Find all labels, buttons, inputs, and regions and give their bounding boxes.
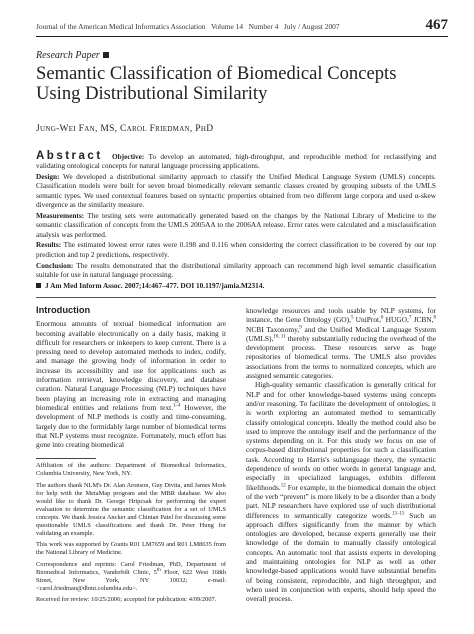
footnote-divider [36, 458, 96, 459]
square-bullet-icon [103, 52, 109, 58]
measurements-text: The testing sets were automatically generated based on the changes by the National Library of Medicine to the semantic classification of concepts from the UMLS 2005AA to the 2006AA release. Error rates were calculated and a misclassification analysis was performed. [36, 210, 436, 239]
abstract [36, 152, 436, 292]
measurements-label: Measurements: [36, 210, 85, 220]
abstract-objective [36, 152, 436, 171]
objective-label: Objective: [111, 152, 145, 161]
abstract-results [36, 240, 436, 259]
issue-number: Number 4 [248, 22, 279, 31]
footnote-support: This work was supported by Grants R01 LM7659 and R01 LM8635 from the National Library of Medicine. [36, 541, 226, 556]
reference-marker: 7 [408, 315, 412, 321]
citation-line [36, 281, 436, 290]
right-paragraph-1 [246, 306, 436, 380]
body-text: Such an approach differs significantly from the manner by which ontologies are developed, because experts generally use their knowledge of the domain to manually classify ontological concepts. An automatic tool that assists experts in developing and maintaining ontologies for NLP as well as other knowledge-based applications would have substantial benefits of being consistent, reproducible, and high throughput, and when used in conjunction with experts, should help speed the overall process. [246, 510, 436, 604]
square-bullet-icon [36, 283, 41, 288]
conclusion-label: Conclusion: [36, 260, 74, 270]
superscript: th [156, 567, 161, 573]
intro-text-cont: However, the development of NLP methods is costly and time-consuming, largely due to the formidably large number of biomedical terms that NLP systems must recognize. Fortunately, much effort has gone into creating biomedical [36, 402, 226, 450]
body-text: HUGO, [383, 315, 409, 325]
reference-marker: 8 [433, 315, 436, 321]
intro-text: Enormous amounts of textual biomedical information are becoming available electronically on a daily basis, making it difficult for researchers or inkeepers to keep current. There is a pressing need to develop automated methods to index, codify, and manage the growing body of information in order to increase its accessibility and use for applications such as information retrieval, knowledge discovery, and database curation. Natural Language Processing (NLP) techniques have been playing an increasing role in extracting and managing biomedical entities and relations from text. [36, 319, 226, 412]
footnote-received: Received for review: 10/25/2006; accepted for publication: 4/09/2007. [36, 596, 217, 603]
right-column [246, 306, 436, 604]
body-text: thereby substantially reducing the overhead of the development process. These resources serve as huge repositories of biomedical terms. The UMLS also provides associations from the terms to normalized concepts, which are assigned semantic categories. [246, 333, 436, 381]
footnote-correspondence [36, 561, 226, 593]
reference-marker: 9 [299, 325, 302, 331]
body-text: JCBN, [411, 315, 434, 325]
header-divider [36, 36, 448, 37]
left-column [36, 306, 226, 449]
correspondence-text-cont: Floor, 622 West 168th Street, New York, NY 10032; e-mail: <carol.friedman@dbmi.columbia.edu>. [36, 568, 226, 592]
introduction-heading: Introduction [36, 305, 91, 315]
conclusion-text: The results demonstrated that the distributional similarity approach can recommend high level semantic classification suitable for use in natural language processing. [36, 260, 436, 279]
abstract-conclusion [36, 261, 436, 280]
body-text: knowledge resources and tools usable by NLP systems, for instance, the Gene Ontology (GO), [246, 306, 436, 325]
intro-paragraph [36, 319, 226, 449]
section-label [36, 50, 109, 61]
issue-date: July / August 2007 [283, 22, 340, 31]
body-text: High-quality semantic classification is generally critical for NLP and for other knowledge-based systems using concepts and/or reasoning. To facilitate the development of ontologies, it is worth exploring an automated method to semantically classify ontological concepts. Ideally the method could also be used to improve the ontology itself and the performance of the systems depending on it. For this study we focus on use of corpus-based distributional properties for such a classification task. According to Harris's sublanguage theory, the syntactic dependence of words on other words in general language and, especially in specialized languages, exhibits different likelihoods. [246, 380, 436, 492]
journal-name: Journal of the American Medical Informatics Association [36, 22, 206, 31]
reference-marker: 10, 11 [273, 334, 286, 340]
reference-marker: 1–4 [173, 403, 181, 409]
design-label: Design: [36, 172, 60, 182]
running-head [36, 22, 340, 31]
body-text: NCBI Taxonomy, [246, 324, 300, 334]
reference-marker: 5 [350, 315, 354, 321]
results-text: The estimated lowest error rates were 0.198 and 0.116 when considering the correct classification to be covered by our top prediction and top 2 predictions, respectively. [36, 240, 436, 259]
reference-marker: 6 [380, 315, 384, 321]
correspondence-text: Correspondence and reprints: Carol Friedman, PhD, Department of Biomedical Informatics, Vanderbilt Clinic, 5 [36, 560, 226, 576]
author-line: Jung-Wei Fan, MS, Carol Friedman, PhD [36, 124, 214, 134]
volume: Volume 14 [210, 22, 244, 31]
design-text: We developed a distributional similarity approach to classify the Unified Medical Language System (UMLS) concepts. Classification models were built for seven broad biomedically relevant semantic classes created by grouping subsets of the UMLS semantic types. We used contextual features based on syntactic properties obtained from two different large corpora and used α-skew divergence as the similarity measure. [36, 172, 436, 210]
reference-marker: 13–15 [391, 511, 405, 517]
page-number: 467 [425, 17, 448, 33]
footnote-affiliation: Affiliation of the authors: Department of Biomedical Informatics, Columbia University, New York, NY. [36, 462, 226, 477]
objective-text: To develop an automated, high-throughput, and reproducible method for reclassifying and validating ontological concepts for natural language processing applications. [36, 152, 436, 171]
section-label-text: Research Paper [36, 50, 100, 61]
citation-text: J Am Med Inform Assoc. 2007;14:467–477. DOI 10.1197/jamia.M2314. [45, 280, 265, 290]
right-paragraph-2 [246, 380, 436, 603]
body-text: For example, in the biomedical domain the object of the verb “prevent” is more likely to be a disorder than a body part. NLP researchers have explored use of such distributional differences to semantically categorize words. [246, 482, 436, 520]
body-text: and the Unified Medical Language System (UMLS), [246, 324, 436, 343]
abstract-divider [36, 297, 436, 298]
article-title: Semantic Classification of Biomedical Concepts Using Distributional Similarity [36, 63, 397, 104]
reference-marker: 12 [280, 483, 286, 489]
results-label: Results: [36, 240, 62, 250]
footnotes [36, 462, 226, 608]
abstract-design [36, 172, 436, 209]
body-text: UniProt, [353, 315, 381, 325]
footnote-acknowledgments: The authors thank NLM's Dr. Alan Aronson, Guy Divita, and James Mork for help with the MetaMap program and the MBR database. We also would like to thank Dr. George Hripcsak for performing the expert evaluation to determine the semantic classification for a set of UMLS concepts. We thank Jessica Ancker and Chintan Patel for discussing some questionable UMLS classifications and thank Dr. Peter Hung for validating an example. [36, 481, 226, 537]
abstract-measurements [36, 211, 436, 239]
abstract-heading: Abstract [36, 150, 103, 162]
